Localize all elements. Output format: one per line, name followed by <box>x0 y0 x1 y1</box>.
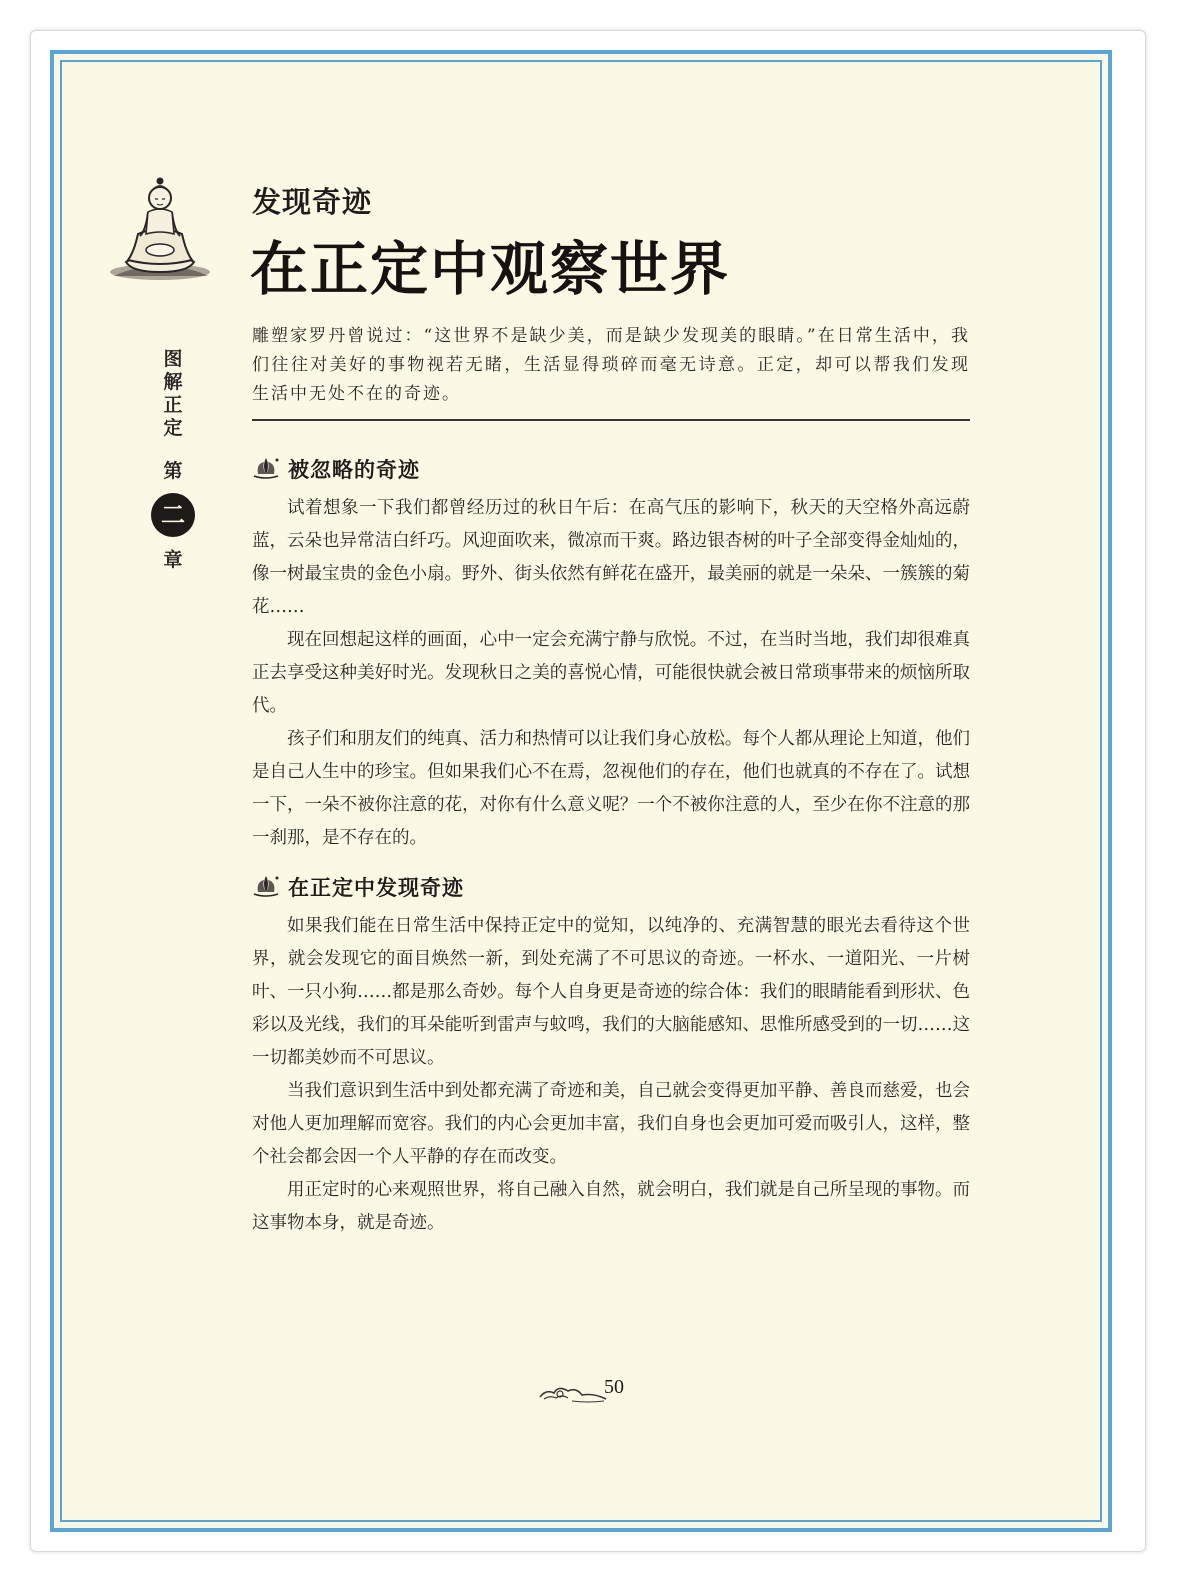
cloud-ornament-icon <box>538 1381 608 1405</box>
page-title: 在正定中观察世界 <box>250 235 731 303</box>
section-heading <box>250 872 464 902</box>
body-paragraph: 如果我们能在日常生活中保持正定中的觉知，以纯净的、充满智慧的眼光去看待这个世界，就会发现它的面目焕然一新，到处充满了不可思议的奇迹。一杯水、一道阳光、一片树叶、一只小狗……都是那么奇妙。每个人自身更是奇迹的综合体：我们的眼睛能看到形状、色彩以及光线，我们的耳朵能听到雷声与蚊鸣，我们的大脑能感知、思惟所感受到的一切……这一切都美妙而不可思议。 <box>252 916 970 1068</box>
section-title: 在正定中发现奇迹 <box>288 875 464 900</box>
body-paragraph: 用正定时的心来观照世界，将自己融入自然，就会明白，我们就是自己所呈现的事物。而这事物本身，就是奇迹。 <box>252 1180 970 1233</box>
chapter-prefix: 第 <box>163 460 183 482</box>
section-title: 被忽略的奇迹 <box>288 457 420 482</box>
body-paragraph: 现在回想起这样的画面，心中一定会充满宁静与欣悦。不过，在当时当地，我们却很难真正去享受这种美好时光。发现秋日之美的喜悦心情，可能很快就会被日常琐事带来的烦恼所取代。 <box>252 630 970 716</box>
buddha-icon <box>108 172 212 284</box>
chapter-marker <box>150 348 196 572</box>
section-body <box>252 492 970 855</box>
chapter-number-badge: 二 <box>151 493 195 537</box>
section-body <box>252 910 970 1240</box>
page-number: 50 <box>604 1376 624 1398</box>
lotus-icon <box>250 874 282 900</box>
body-paragraph: 孩子们和朋友们的纯真、活力和热情可以让我们身心放松。每个人都从理论上知道，他们是自己人生中的珍宝。但如果我们心不在焉，忽视他们的存在，他们也就真的不存在了。试想一下，一朵不被你注意的花，对你有什么意义呢？一个不被你注意的人，至少在你不注意的那一刹那，是不存在的。 <box>252 729 970 848</box>
page-footer <box>538 1376 624 1405</box>
body-paragraph: 当我们意识到生活中到处都充满了奇迹和美，自己就会变得更加平静、善良而慈爱，也会对他人更加理解而宽容。我们的内心会更加丰富，我们自身也会更加可爱而吸引人，这样，整个社会都会因一个人平静的存在而改变。 <box>252 1081 970 1167</box>
section-subtitle: 发现奇迹 <box>252 185 373 219</box>
intro-paragraph: 雕塑家罗丹曾说过：“这世界不是缺少美，而是缺少发现美的眼睛。”在日常生活中，我们往往对美好的事物视若无睹，生活显得琐碎而毫无诗意。正定，却可以帮我们发现生活中无处不在的奇迹。 <box>252 326 970 404</box>
lotus-icon <box>250 456 282 482</box>
book-title-vertical: 图解正定 <box>163 348 183 439</box>
divider <box>252 419 970 421</box>
body-paragraph: 试着想象一下我们都曾经历过的秋日午后：在高气压的影响下，秋天的天空格外高远蔚蓝，云朵也异常洁白纤巧。风迎面吹来，微凉而干爽。路边银杏树的叶子全部变得金灿灿的，像一树最宝贵的金色小扇。野外、街头依然有鲜花在盛开，最美丽的就是一朵朵、一簇簇的菊花…… <box>252 498 970 617</box>
chapter-suffix: 章 <box>163 549 183 571</box>
section-heading <box>250 454 420 484</box>
